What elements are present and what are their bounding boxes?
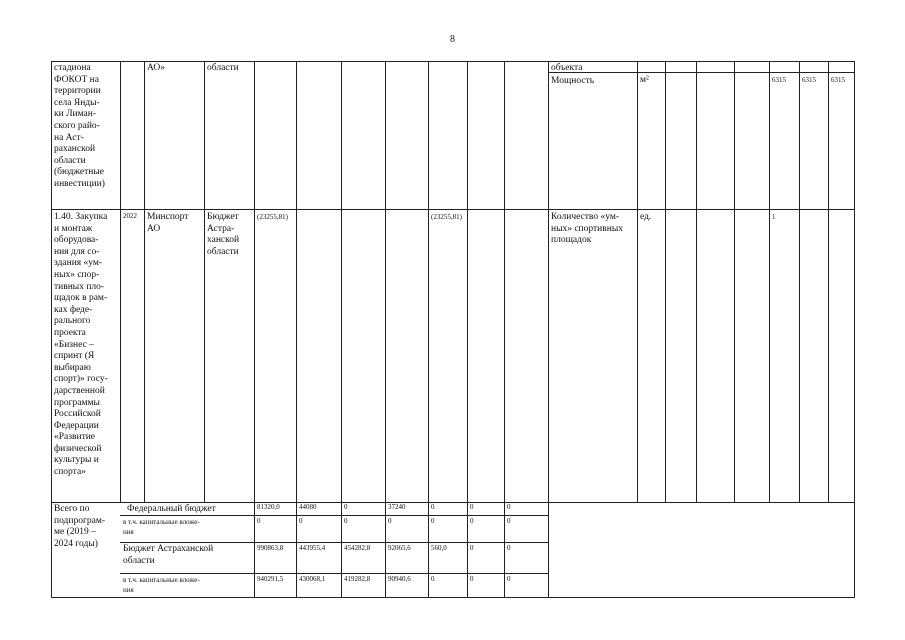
totals-value-cell: 560,0 xyxy=(431,544,447,552)
totals-value-cell: 990863,8 xyxy=(257,544,284,552)
grid-line xyxy=(665,61,666,502)
grid-line xyxy=(828,61,829,502)
unit-cell: м² xyxy=(640,75,649,85)
totals-value-cell: 81320,0 xyxy=(257,503,280,511)
indicator-header-cell: объекта xyxy=(551,63,583,72)
totals-value-cell: 0 xyxy=(431,517,435,525)
value-cell: 6315 xyxy=(772,76,786,84)
amount-total-cell: (23255,81) xyxy=(257,213,288,221)
grid-line xyxy=(51,597,855,598)
grid-line xyxy=(769,61,770,502)
grid-line xyxy=(144,61,145,502)
totals-row-label: Бюджет Астраханской области xyxy=(123,544,214,566)
grid-line xyxy=(734,61,735,502)
value-cell: 1 xyxy=(772,213,776,221)
totals-row-label: Федеральный бюджет xyxy=(127,504,216,514)
value-cell: 6315 xyxy=(831,76,845,84)
year-cell: 2022 xyxy=(123,212,137,220)
totals-label-cell: Всего по подпрограм- ме (2019 – 2024 годы) xyxy=(54,504,106,549)
totals-value-cell: 430068,1 xyxy=(299,575,326,583)
grid-line xyxy=(854,61,855,598)
totals-value-cell: 0 xyxy=(470,503,474,511)
executor-cell: Минспорт АО xyxy=(147,212,189,234)
totals-value-cell: 0 xyxy=(257,517,261,525)
totals-value-cell: 419282,8 xyxy=(344,575,371,583)
grid-line xyxy=(637,61,638,502)
totals-value-cell: 0 xyxy=(507,544,511,552)
grid-line xyxy=(548,61,549,598)
event-name-cell: 1.40. Закупка и монтаж оборудова- ния для со- здания «ум- ных» спор- тивных пло- щадок в рам- ках феде- рального проекта «Бизнес – спринт (Я выбираю спорт)» госу- дарственной программы Российской Федерации «Развитие физической культуры и спорта» xyxy=(54,212,108,478)
totals-value-cell: 0 xyxy=(470,517,474,525)
indicator-cell: Мощность xyxy=(551,76,595,86)
totals-value-cell: 90940,6 xyxy=(388,575,411,583)
grid-line xyxy=(548,72,855,73)
unit-cell: ед. xyxy=(640,212,652,222)
indicator-cell: Количество «ум- ных» спортивных площадок xyxy=(551,212,623,246)
value-cell: 6315 xyxy=(802,76,816,84)
totals-value-cell: 0 xyxy=(507,503,511,511)
totals-value-cell: 44080 xyxy=(299,503,317,511)
totals-value-cell: 0 xyxy=(299,517,303,525)
amount-2022-cell: (23255,81) xyxy=(431,213,462,221)
page-number: 8 xyxy=(450,34,455,45)
totals-value-cell: 37240 xyxy=(388,503,406,511)
totals-value-cell: 0 xyxy=(470,575,474,583)
totals-value-cell: 0 xyxy=(388,517,392,525)
totals-value-cell: 940291,5 xyxy=(257,575,284,583)
grid-line xyxy=(51,209,855,210)
totals-value-cell: 0 xyxy=(344,517,348,525)
totals-value-cell: 0 xyxy=(431,575,435,583)
totals-row-label: в т.ч. капитальные вложе- ния xyxy=(123,576,200,594)
grid-line xyxy=(120,61,121,502)
totals-value-cell: 0 xyxy=(470,544,474,552)
totals-value-cell: 443955,4 xyxy=(299,544,326,552)
totals-value-cell: 0 xyxy=(431,503,435,511)
grid-line xyxy=(799,61,800,502)
totals-value-cell: 454282,8 xyxy=(344,544,371,552)
grid-line xyxy=(696,61,697,502)
totals-value-cell: 0 xyxy=(344,503,348,511)
budget-table xyxy=(51,61,855,598)
event-name-cell: стадиона ФОКОТ на территории села Янды- ки Лиман- ского райо- на Аст- раханской области (бюджетные инвестиции) xyxy=(54,63,105,189)
source-cell: Бюджет Астра- ханской области xyxy=(207,212,240,257)
totals-value-cell: 0 xyxy=(507,575,511,583)
totals-value-cell: 92065,6 xyxy=(388,544,411,552)
totals-row-label: в т.ч. капитальные вложе- ния xyxy=(123,518,200,536)
grid-line xyxy=(204,61,205,502)
totals-value-cell: 0 xyxy=(507,517,511,525)
executor-cell: АО» xyxy=(147,63,165,73)
source-cell: области xyxy=(207,63,239,73)
